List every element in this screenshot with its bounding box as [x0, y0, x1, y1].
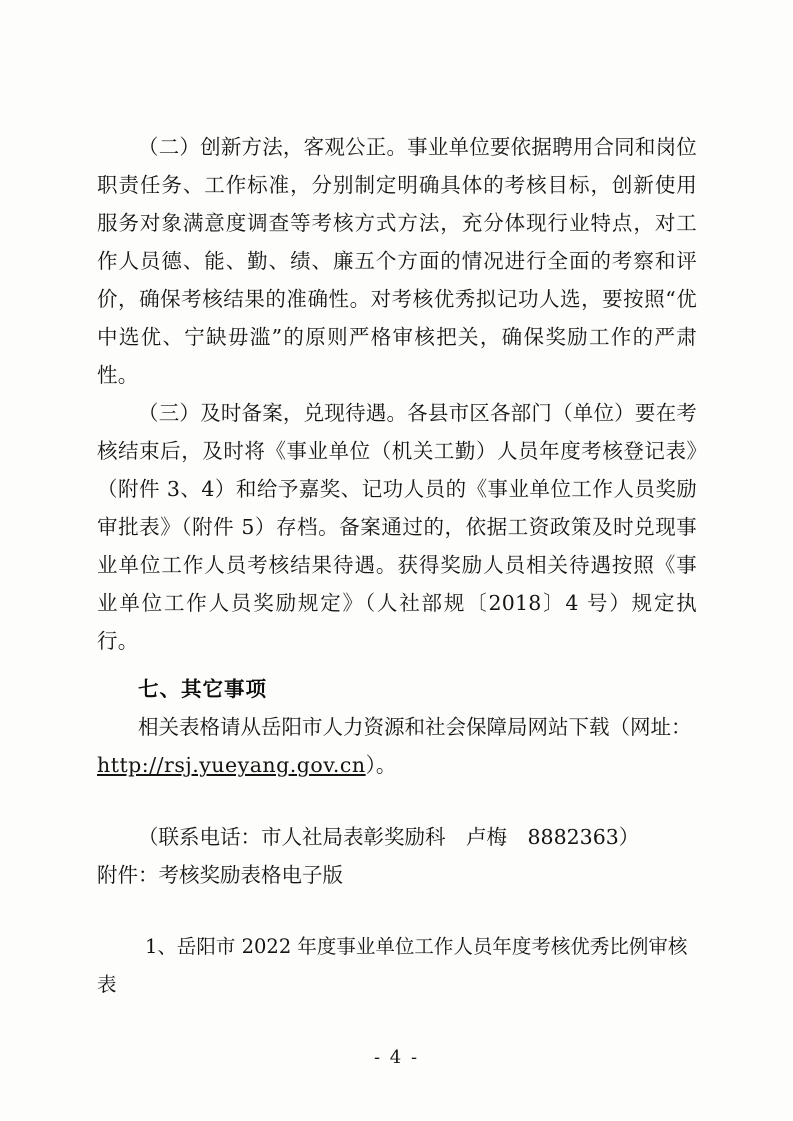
download-info-prefix: 相关表格请从岳阳市人力资源和社会保障局网站下载（网址： — [138, 715, 692, 739]
section-heading-other-matters: 七、其它事项 — [138, 677, 267, 701]
paragraph-innovation-methods: （二）创新方法，客观公正。事业单位要依据聘用合同和岗位职责任务、工作标准，分别制定明确具体的考核目标，创新使用服务对象满意度调查等考核方式方法，充分体现行业特点，对工作人员德、能、勤、绩、廉五个方面的情况进行全面的考察和评价，确保考核结果的准确性。对考核优秀拟记功人选，要按照“优中选优、宁缺毋滥”的原则严格审核把关，确保奖励工作的严肃性。 — [97, 135, 697, 387]
download-info-suffix: ）。 — [365, 753, 397, 777]
attachment-item-1: 1、岳阳市 2022 年度事业单位工作人员年度考核优秀比例审核表 — [97, 935, 688, 996]
section-body-download-info — [97, 708, 697, 784]
document-body — [97, 128, 697, 1004]
page-number: - 4 - — [373, 1047, 420, 1068]
paragraph-timely-filing: （三）及时备案，兑现待遇。各县市区各部门（单位）要在考核结束后，及时将《事业单位（机关工勤）人员年度考核登记表》（附件 3、4）和给予嘉奖、记功人员的《事业单位工作人员奖励审批表》（附件 5）存档。备案通过的，依据工资政策及时兑现事业单位工作人员考核结果待遇。获得奖励人员相关待遇按照《事业单位工作人员奖励规定》（人社部规〔2018〕4 号）规定执行。 — [97, 401, 697, 653]
spacer-2 — [97, 894, 697, 928]
contact-line: （联系电话：市人社局表彰奖励科 卢梅 8882363） — [138, 825, 640, 849]
spacer — [97, 784, 697, 818]
website-link[interactable]: http://rsj.yueyang.gov.cn — [97, 753, 366, 777]
attachment-label: 附件：考核奖励表格电子版 — [97, 863, 343, 887]
